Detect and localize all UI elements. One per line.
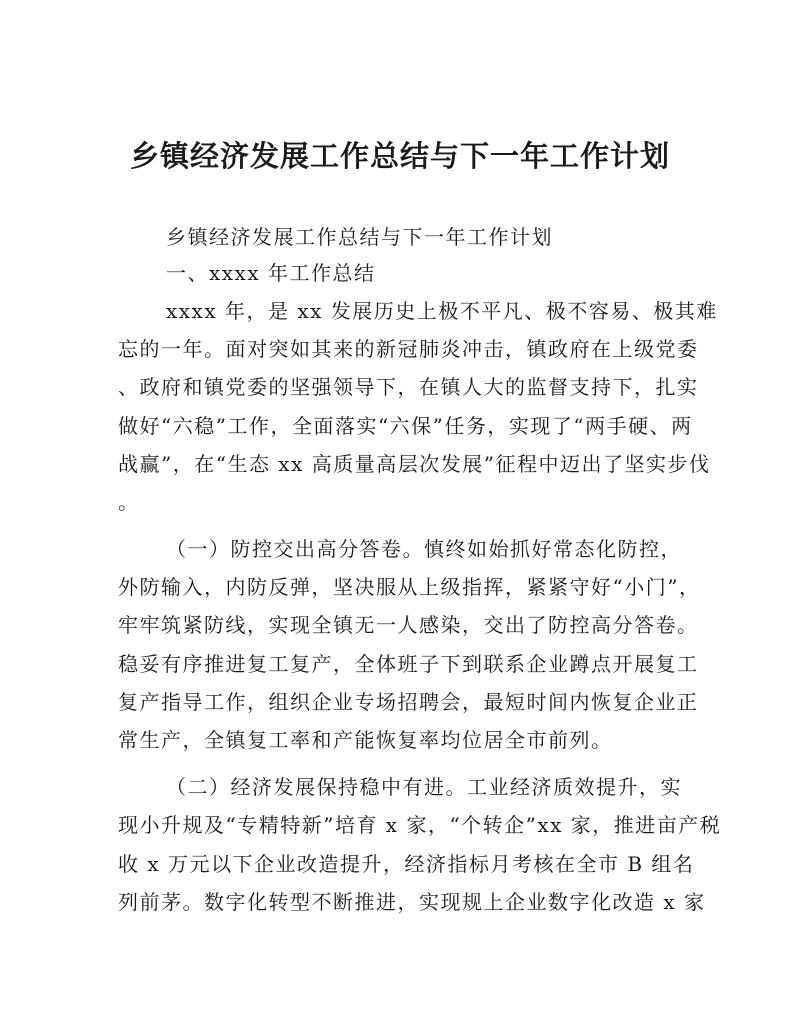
paragraph-2-line-5: 复产指导工作，组织企业专场招聘会，最短时间内恢复企业正 (118, 690, 699, 714)
paragraph-3-line-2: 现小升规及“专精特新”培育 x 家，“个转企”xx 家，推进亩产税 (118, 813, 722, 837)
paragraph-1-line-6: 。 (118, 490, 140, 514)
paragraph-2-line-1: （一）防控交出高分答卷。慎终如始抓好常态化防控， (166, 537, 682, 561)
paragraph-3-line-1: （二）经济发展保持稳中有进。工业经济质效提升，实 (166, 775, 682, 799)
paragraph-1-line-5: 战赢”，在“生态 xx 高质量高层次发展”征程中迈出了坚实步伐 (118, 452, 711, 476)
paragraph-1-line-2: 忘的一年。面对突如其来的新冠肺炎冲击，镇政府在上级党委 (118, 337, 699, 361)
paragraph-1-line-3: 、政府和镇党委的坚强领导下，在镇人大的监督支持下，扎实 (118, 375, 699, 399)
paragraph-2-line-3: 牢牢筑紧防线，实现全镇无一人感染，交出了防控高分答卷。 (118, 613, 699, 637)
document-title: 乡镇经济发展工作总结与下一年工作计划 (129, 139, 670, 173)
paragraph-1-line-4: 做好“六稳”工作，全面落实“六保”任务，实现了“两手硬、两 (118, 414, 693, 438)
section-heading: 一、xxxx 年工作总结 (166, 261, 376, 285)
subtitle-line: 乡镇经济发展工作总结与下一年工作计划 (166, 225, 553, 249)
paragraph-2-line-6: 常生产，全镇复工率和产能恢复率均位居全市前列。 (118, 728, 613, 752)
paragraph-3-line-4: 列前茅。数字化转型不断推进，实现规上企业数字化改造 x 家 (118, 890, 706, 914)
paragraph-1-line-1: xxxx 年，是 xx 发展历史上极不平凡、极不容易、极其难 (166, 299, 718, 323)
paragraph-2-line-2: 外防输入，内防反弹，坚决服从上级指挥，紧紧守好“小门”， (118, 575, 701, 599)
paragraph-3-line-3: 收 x 万元以下企业改造提升，经济指标月考核在全市 B 组名 (118, 852, 695, 876)
paragraph-2-line-4: 稳妥有序推进复工复产，全体班子下到联系企业蹲点开展复工 (118, 652, 699, 676)
